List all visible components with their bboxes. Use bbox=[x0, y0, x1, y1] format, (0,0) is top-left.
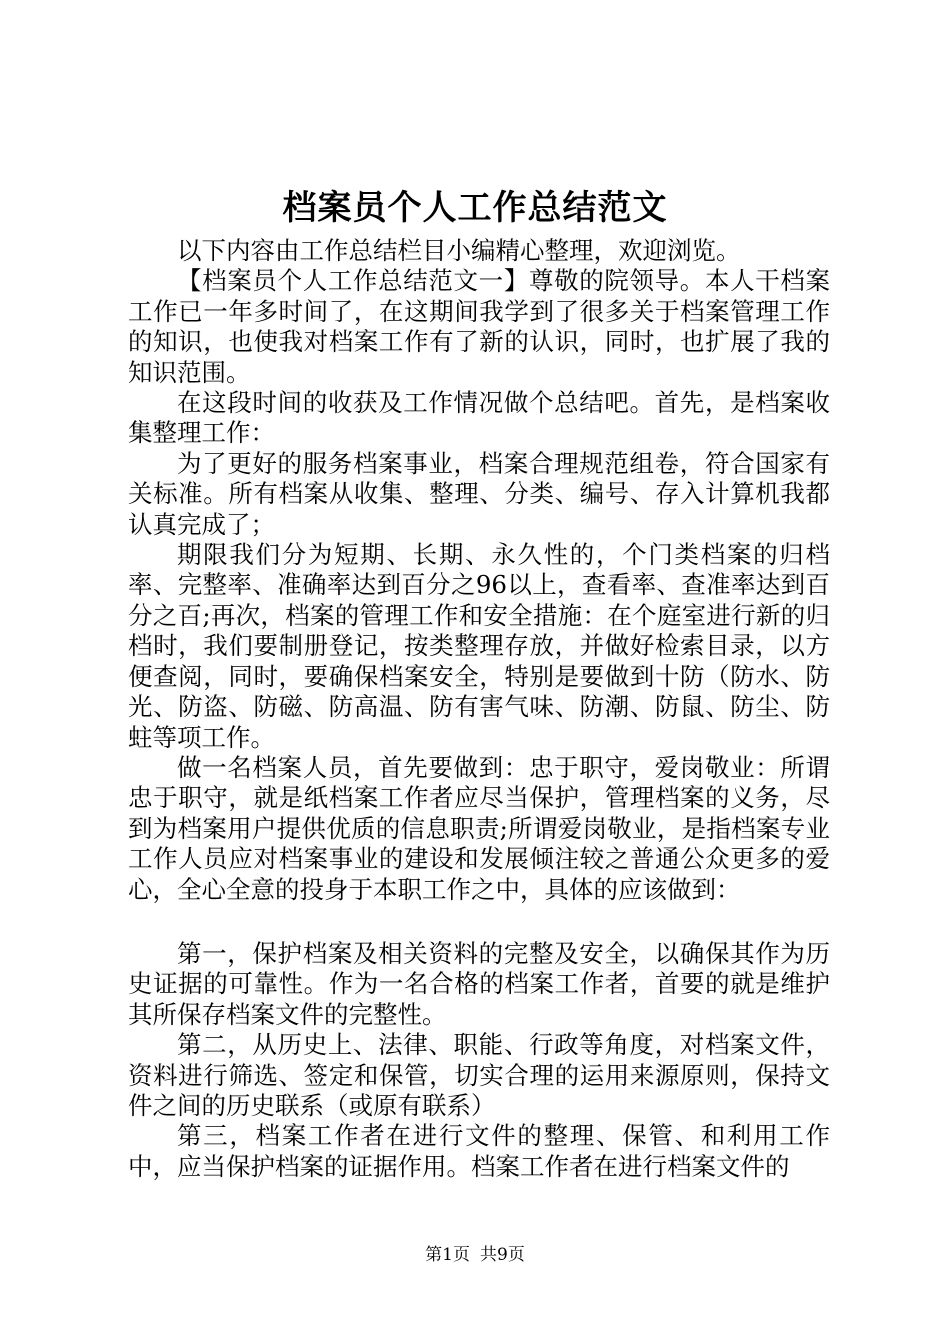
page-number: 第1页 bbox=[425, 1245, 470, 1265]
document-title: 档案员个人工作总结范文 bbox=[282, 188, 668, 228]
paragraph-spacer bbox=[128, 905, 830, 939]
paragraph-4: 期限我们分为短期、长期、永久性的，个门类档案的归档率、完整率、准确率达到百分之96以上，查看率、查准率达到百分之百;再次，档案的管理工作和安全措施：在个庭室进行新的归档时，我们要制册登记，按类整理存放，并做好检索目录，以方便查阅，同时，要确保档案安全，特别是要做到十防（防水、防光、防盗、防磁、防高温、防有害气味、防潮、防鼠、防尘、防蛀等项工作。 bbox=[128, 540, 830, 752]
document-body bbox=[128, 236, 830, 1182]
page-footer bbox=[0, 1244, 950, 1266]
paragraph-intro: 以下内容由工作总结栏目小编精心整理，欢迎浏览。 bbox=[177, 236, 741, 265]
paragraph-8: 第三，档案工作者在进行文件的整理、保管、和利用工作中，应当保护档案的证据作用。档案工作者在进行档案文件的 bbox=[128, 1121, 830, 1181]
paragraph-2: 在这段时间的收获及工作情况做个总结吧。首先，是档案收集整理工作： bbox=[128, 388, 830, 448]
paragraph-5: 做一名档案人员，首先要做到：忠于职守，爱岗敬业：所谓忠于职守，就是纸档案工作者应尽当保护，管理档案的义务，尽到为档案用户提供优质的信息职责;所谓爱岗敬业，是指档案专业工作人员应对档案事业的建设和发展倾注较之普通公众更多的爱心，全心全意的投身于本职工作之中，具体的应该做到： bbox=[128, 752, 830, 904]
paragraph-1: 【档案员个人工作总结范文一】尊敬的院领导。本人干档案工作已一年多时间了，在这期间我学到了很多关于档案管理工作的知识，也使我对档案工作有了新的认识，同时，也扩展了我的知识范围。 bbox=[128, 266, 830, 387]
paragraph-6: 第一，保护档案及相关资料的完整及安全，以确保其作为历史证据的可靠性。作为一名合格的档案工作者，首要的就是维护其所保存档案文件的完整性。 bbox=[128, 938, 830, 1029]
page-total: 共9页 bbox=[480, 1245, 525, 1265]
paragraph-7: 第二，从历史上、法律、职能、行政等角度，对档案文件，资料进行筛选、签定和保管，切实合理的运用来源原则，保持文件之间的历史联系（或原有联系） bbox=[128, 1030, 830, 1120]
paragraph-3: 为了更好的服务档案事业，档案合理规范组卷，符合国家有关标准。所有档案从收集、整理、分类、编号、存入计算机我都认真完成了； bbox=[128, 448, 830, 539]
